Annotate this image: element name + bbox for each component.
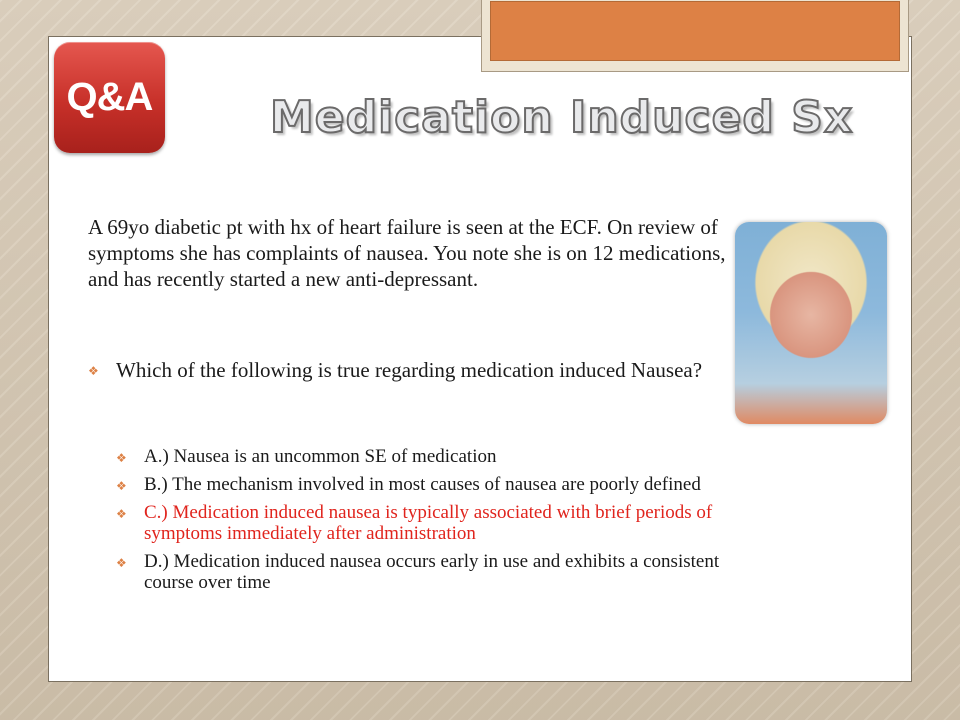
diamond-bullet-icon: ❖ — [88, 364, 99, 378]
diamond-bullet-icon: ❖ — [116, 479, 127, 493]
diamond-bullet-icon: ❖ — [116, 507, 127, 521]
question-row — [88, 358, 728, 382]
question-block — [88, 358, 728, 382]
diamond-bullet-icon: ❖ — [116, 451, 127, 465]
accent-bar — [490, 1, 900, 61]
answer-text: B.) The mechanism involved in most causes of nausea are poorly defined — [144, 474, 701, 495]
question-text: Which of the following is true regarding medication induced Nausea? — [116, 358, 703, 382]
answer-option-a — [116, 446, 746, 467]
answer-text-highlighted: C.) Medication induced nausea is typically associated with brief periods of symptoms immediately after administration — [144, 502, 713, 544]
answer-option-c — [116, 502, 746, 544]
answer-text: A.) Nausea is an uncommon SE of medication — [144, 446, 497, 467]
slide-title: Medication Induced Sx — [270, 92, 854, 143]
answer-option-b — [116, 474, 746, 495]
diamond-bullet-icon: ❖ — [116, 556, 127, 570]
answer-text: D.) Medication induced nausea occurs early in use and exhibits a consistent course over time — [144, 551, 720, 593]
case-description: A 69yo diabetic pt with hx of heart failure is seen at the ECF. On review of symptoms she has complaints of nausea. You note she is on 12 medications, and has recently started a new anti-depressant. — [88, 215, 726, 291]
qa-logo: Q&A — [54, 42, 165, 153]
patient-photo — [735, 222, 887, 424]
answer-list — [116, 446, 746, 600]
answer-option-d — [116, 551, 746, 593]
accent-tab — [481, 0, 909, 72]
